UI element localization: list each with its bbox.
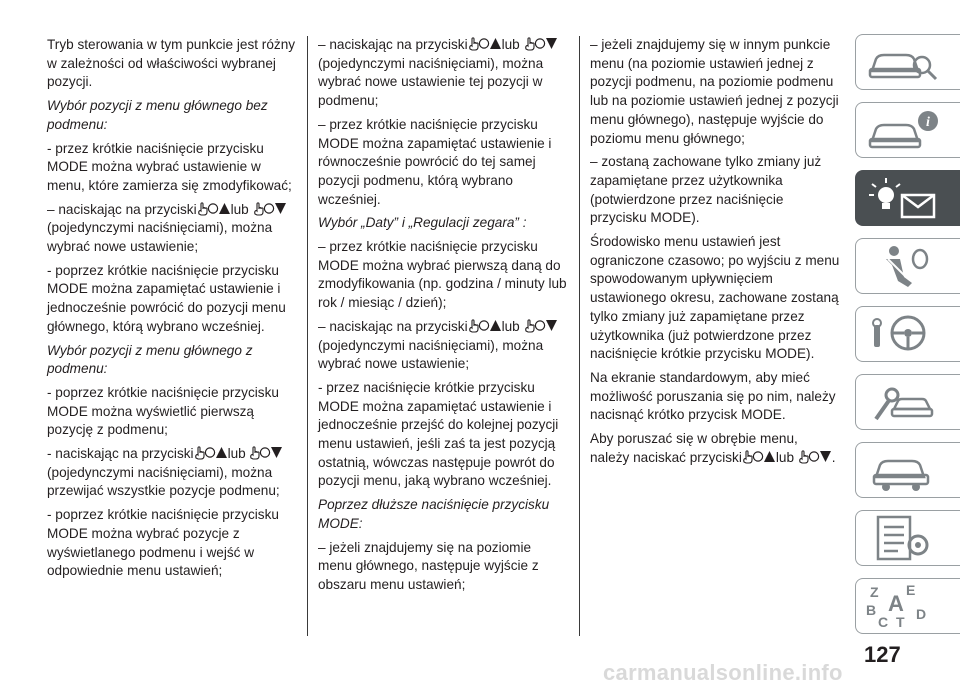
paragraph-text: – naciskając na przyciski [47,201,197,217]
paragraph [318,214,568,233]
paragraph-text: Wybór pozycji z menu głównego z podmenu: [47,342,253,377]
watermark: carmanualsonline.info [603,660,843,685]
paragraph-text: (pojedynczymi naciśnięciami), można wybrać nowe ustawienie tej pozycji w podmenu; [318,55,544,109]
section-tab[interactable] [855,578,960,634]
button-up-icon [468,318,502,333]
button-down-icon [249,445,283,460]
paragraph-text: - naciskając na przyciski [47,446,194,462]
svg-text:D: D [916,606,927,622]
or-text: lub [775,449,794,465]
section-tab[interactable] [855,510,960,566]
svg-text:Z: Z [870,584,879,600]
paragraph-text: – zostaną zachowane tylko zmiany już zapamiętane przez użytkownika (potwierdzone przez naciśnięcie przycisku MODE). [590,154,822,226]
button-up-icon [194,445,228,460]
paragraph [318,496,568,533]
svg-text:B: B [866,602,877,618]
column-divider [579,36,580,636]
paragraph [47,201,297,257]
paragraph-text: - poprzez krótkie naciśnięcie przycisku MODE można wyświetlić pierwszą pozycję z podmenu; [47,384,279,438]
paragraph-text: – naciskając na przyciski [318,37,468,52]
svg-text:E: E [906,583,916,598]
paragraph-text: Tryb sterowania w tym punkcie jest różny w zależności od właściwości wybranej pozycji. [47,37,296,90]
paragraph-text: Wybór „Daty” i „Regulacji zegara” : [318,215,527,231]
paragraph-text: – jeżeli znajdujemy się na poziomie menu głównego, następuje wyjście z obszaru menu ustawień; [318,539,539,592]
text-column-2 [318,36,568,600]
button-down-icon [798,449,832,464]
button-up-icon [742,449,776,464]
section-tab[interactable] [855,306,960,362]
paragraph-text: Środowisko menu ustawień jest ograniczone czasowo; po wyjściu z menu spowodowanym upływnięciem ustawionego okresu, zachowane zostaną tylko zmiany już zapamiętane przez użytkownika (już potwierdzone przez naciśnięcie krótkie przycisku MODE). [590,234,840,362]
section-tab[interactable] [855,442,960,498]
paragraph [47,262,297,337]
paragraph-text: Na ekranie standardowym, aby mieć możliwość poruszania się po nim, należy nacisnąć krótko przycisk MODE. [590,369,836,423]
section-tab[interactable] [855,34,960,90]
paragraph-text: – naciskając na przyciski [318,318,468,334]
paragraph-text: (pojedynczymi naciśnięciami), można wybrać nowe ustawienie; [47,220,273,255]
paragraph [318,318,568,374]
paragraph-text: – przez krótkie naciśnięcie przycisku MODE można wybrać pierwszą daną do zmodyfikowania (np. godzina / minuty lub rok / miesiąc / dzień); [318,239,567,311]
text-column-3 [590,36,840,472]
paragraph-text: - przez naciśnięcie krótkie przycisku MODE można zapamiętać ustawienie i jednocześnie przejść do kolejnej pozycji menu ustawień, jeśli zaś ta jest pozycją ostatnią, wówczas następuje powrót do pozycji menu, jaką wybrano wcześniej. [318,379,559,489]
paragraph [47,342,297,379]
paragraph-text: (pojedynczymi naciśnięciami), można wybrać nowe ustawienie; [318,337,544,372]
button-up-icon [197,201,231,216]
paragraph [318,116,568,210]
svg-text:i: i [926,115,930,130]
svg-text:C: C [878,614,889,629]
paragraph-text: (pojedynczymi naciśnięciami), można przewijać wszystkie pozycje podmenu; [47,464,280,499]
paragraph-text: Poprzez dłuższe naciśnięcie przycisku MODE: [318,497,550,531]
or-text: lub [230,201,249,217]
paragraph [318,238,568,313]
paragraph-text: – przez krótkie naciśnięcie przycisku MODE można zapamiętać ustawienie i równocześnie powrócić do tej samej pozycji podmenu, którą wybrano wcześniej. [318,116,552,207]
paragraph-text: Wybór pozycji z menu głównego bez podmenu: [47,98,268,132]
paragraph [318,539,568,595]
paragraph [318,36,568,111]
section-tab[interactable] [855,102,960,158]
paragraph-text: - przez krótkie naciśnięcie przycisku MODE można wybrać ustawienie w menu, które zamierza się zmodyfikować; [47,140,292,193]
paragraph [47,445,297,501]
or-text: lub [227,446,246,462]
button-up-icon [468,36,502,51]
svg-text:A: A [888,591,904,616]
button-down-icon [524,36,558,51]
column-divider [307,36,308,636]
or-text: lub [501,318,520,334]
paragraph [590,36,840,148]
button-down-icon [253,201,287,216]
paragraph [47,36,297,92]
paragraph [590,430,840,467]
paragraph [47,506,297,581]
page-number: 127 [864,642,901,667]
button-down-icon [524,318,558,333]
paragraph [590,153,840,228]
text-column-1 [47,36,297,586]
svg-text:T: T [896,614,905,629]
section-tab[interactable] [855,238,960,294]
paragraph [590,369,840,425]
paragraph-text: Aby poruszać się w obrębie menu, należy naciskać przyciski [590,431,798,465]
paragraph [47,140,297,196]
paragraph [47,384,297,440]
section-tab[interactable] [855,374,960,430]
paragraph-text: . [831,449,836,465]
or-text: lub [501,37,520,52]
section-tab[interactable] [855,170,960,226]
paragraph-text: - poprzez krótkie naciśnięcie przycisku MODE można zapamiętać ustawienie i jednocześnie powrócić do pozycji menu głównego, którą wybrano wcześniej. [47,262,286,334]
paragraph [47,97,297,134]
paragraph-text: – jeżeli znajdujemy się w innym punkcie menu (na poziomie ustawień jednej z pozycji podmenu, na poziomie podmenu lub na poziomie ustawień jednej z pozycji menu głównego), następuje wyjście do poziomu menu głównego; [590,37,839,146]
paragraph [590,233,840,364]
paragraph-text: - poprzez krótkie naciśnięcie przycisku MODE można wybrać pozycje z wyświetlanego podmenu i wejść w odpowiednie menu ustawień; [47,507,279,579]
paragraph [318,379,568,491]
